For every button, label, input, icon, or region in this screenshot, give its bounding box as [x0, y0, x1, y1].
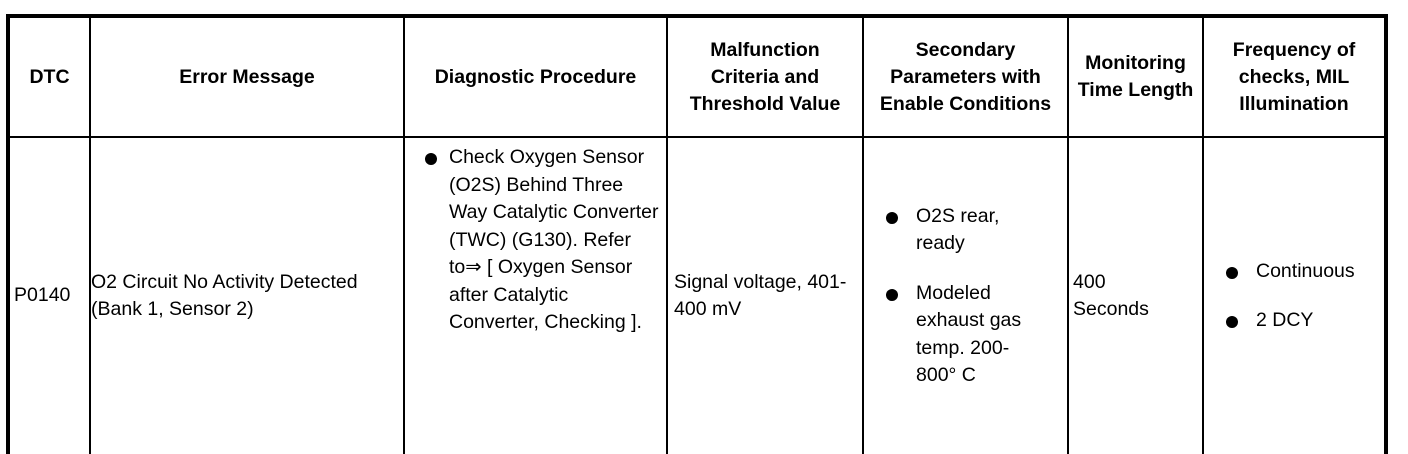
header-secondary-parameters: Secondary Parameters with Enable Conditions	[863, 18, 1068, 137]
table-row	[10, 137, 1384, 454]
cell-secondary-parameters	[863, 137, 1068, 454]
header-error-message: Error Message	[90, 18, 404, 137]
frequency-item: 2 DCY	[1204, 307, 1384, 335]
frequency-list	[1204, 258, 1384, 335]
cell-error-message: O2 Circuit No Activity Detected (Bank 1, Sensor 2)	[90, 137, 404, 454]
header-dtc: DTC	[10, 18, 90, 137]
header-monitoring-time: Monitoring Time Length	[1068, 18, 1203, 137]
frequency-item: Continuous	[1204, 258, 1384, 286]
diagnostic-procedure-list	[405, 144, 666, 337]
cell-monitoring-time: 400 Seconds	[1068, 137, 1203, 454]
header-malfunction-criteria: Malfunction Criteria and Threshold Value	[667, 18, 863, 137]
cell-dtc: P0140	[10, 137, 90, 454]
secondary-parameter-item: Modeled exhaust gas temp. 200-800° C	[864, 280, 1047, 390]
cell-frequency	[1203, 137, 1384, 454]
header-row	[10, 18, 1384, 137]
secondary-parameter-item: O2S rear, ready	[864, 203, 1047, 258]
cell-diagnostic-procedure	[404, 137, 667, 454]
dtc-table-container	[6, 14, 1388, 454]
header-diagnostic-procedure: Diagnostic Procedure	[404, 18, 667, 137]
diagnostic-procedure-item: Check Oxygen Sensor (O2S) Behind Three Way Catalytic Converter (TWC) (G130). Refer to⇒ [ Oxygen Sensor after Catalytic Converter, Checking ].	[405, 144, 660, 337]
secondary-parameters-list	[864, 203, 1067, 390]
cell-malfunction-criteria: Signal voltage, 401-400 mV	[667, 137, 863, 454]
dtc-table	[10, 18, 1384, 454]
header-frequency: Frequency of checks, MIL Illumination	[1203, 18, 1384, 137]
